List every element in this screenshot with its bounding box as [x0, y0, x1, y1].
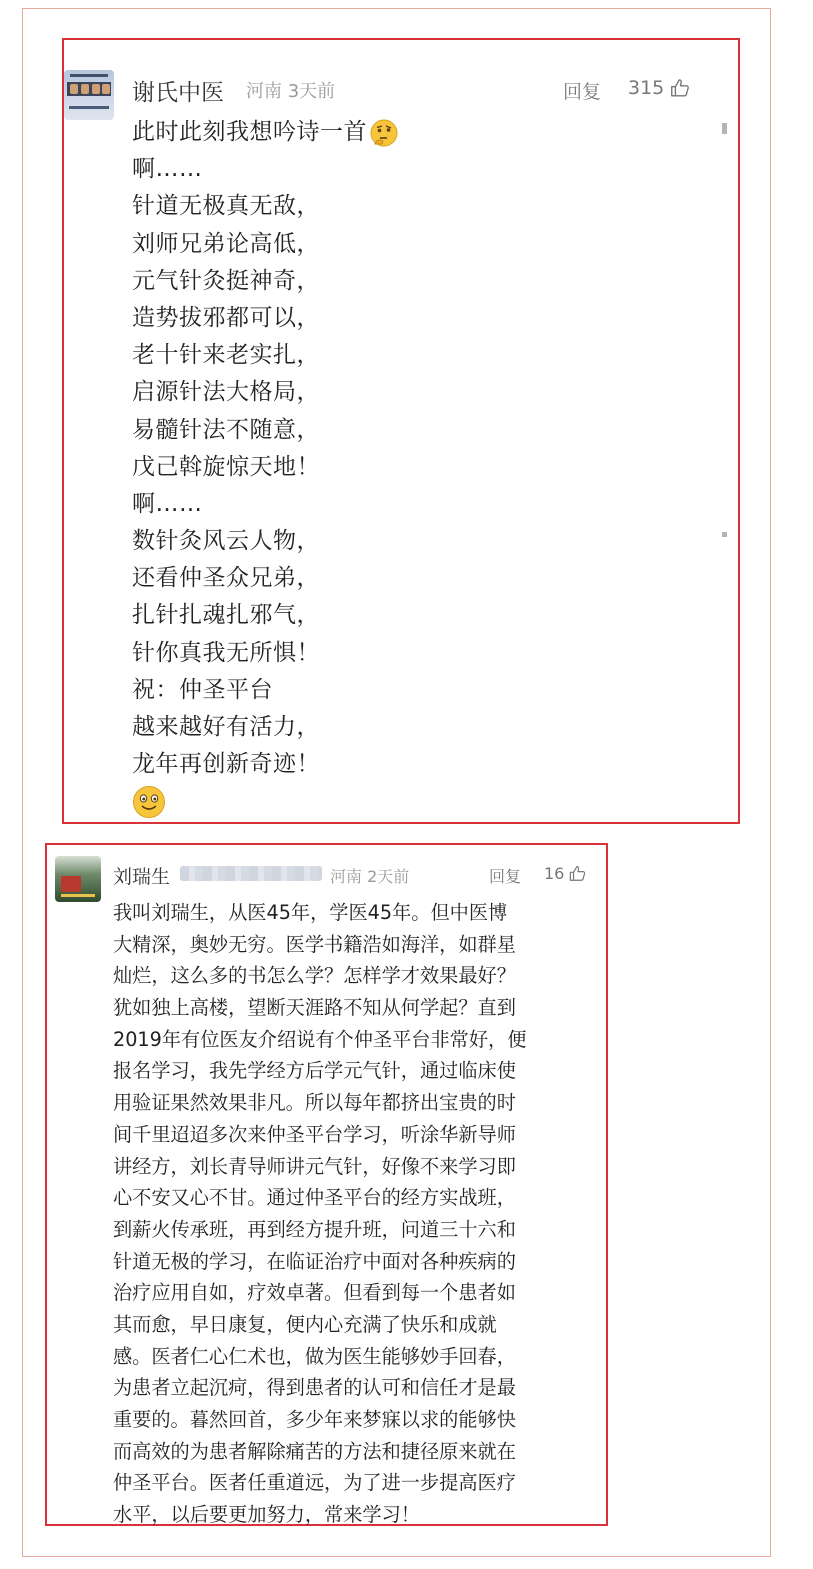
- comment-time: 2天前: [367, 867, 410, 886]
- comment-line: 而高效的为患者解除痛苦的方法和捷径原来就在: [113, 1439, 516, 1463]
- avatar[interactable]: [55, 856, 101, 902]
- comment-line: 讲经方，刘长青导师讲元气针，好像不来学习即: [113, 1154, 516, 1178]
- comment-line: 还看仲圣众兄弟，: [132, 565, 320, 592]
- smiling-face-icon: [132, 785, 166, 819]
- comment-body: [113, 897, 593, 1531]
- comment-line: 刘师兄弟论高低，: [132, 230, 320, 257]
- like-count: 16: [544, 864, 565, 883]
- blurred-user-info: [180, 866, 322, 881]
- comment-line: 2019年有位医友介绍说有个仲圣平台非常好，便: [113, 1027, 527, 1051]
- comment-line: 灿烂，这么多的书怎么学？怎样学才效果最好？: [113, 964, 516, 988]
- comment-line: 大精深，奥妙无穷。医学书籍浩如海洋，如群星: [113, 932, 516, 956]
- comment-line: 心不安又心不甘。通过仲圣平台的经方实战班，: [113, 1186, 516, 1210]
- comment-line: 祝：仲圣平台: [132, 676, 273, 703]
- scroll-indicator: [722, 532, 727, 537]
- like-count: 315: [628, 77, 665, 99]
- comment-line: 戊己斡旋惊天地！: [132, 453, 320, 480]
- thinking-face-icon: [369, 118, 399, 148]
- comment-meta: [330, 864, 409, 887]
- comment-line: 用验证果然效果非凡。所以每年都挤出宝贵的时: [113, 1091, 516, 1115]
- scroll-indicator: [722, 123, 727, 134]
- thumbs-up-icon[interactable]: [669, 77, 691, 99]
- comment-line: 易髓针法不随意，: [132, 416, 320, 443]
- comment-line: 感。医者仁心仁术也，做为医生能够妙手回春，: [113, 1344, 516, 1368]
- comment-line: 老十针来老实扎，: [132, 342, 320, 369]
- comment-line: 重要的。暮然回首，多少年来梦寐以求的能够快: [113, 1408, 516, 1431]
- comment-body: [132, 114, 692, 821]
- comment-line: 犹如独上高楼，望断天涯路不知从何学起？直到: [113, 996, 516, 1020]
- comment-line: 仲圣平台。医者任重道远，为了进一步提高医疗: [113, 1471, 516, 1495]
- reply-button[interactable]: 回复: [563, 81, 602, 103]
- comment-line: 到薪火传承班，再到经方提升班，问道三十六和: [113, 1217, 516, 1241]
- thumbs-up-icon[interactable]: [568, 864, 587, 883]
- comment-line: [132, 783, 692, 820]
- comment-username[interactable]: 谢氏中医: [132, 80, 224, 106]
- comment-line: 为患者立起沉疴，得到患者的认可和信任才是最: [113, 1376, 516, 1400]
- comment-line: 治疗应用自如，疗效卓著。但看到每一个患者如: [113, 1281, 516, 1305]
- comment-line: 针道无极真无敌，: [132, 193, 320, 220]
- comment-line: 啊……: [132, 156, 203, 183]
- comment-line: 扎针扎魂扎邪气，: [132, 602, 320, 629]
- comment-line: 其而愈，早日康复，便内心充满了快乐和成就: [113, 1312, 497, 1336]
- comment-meta: [246, 77, 335, 103]
- comment-line: 针道无极的学习，在临证治疗中面对各种疾病的: [113, 1249, 516, 1273]
- comment-location: 河南: [330, 867, 363, 886]
- comment-line: 啊……: [132, 490, 203, 517]
- comment-line: 元气针灸挺神奇，: [132, 267, 320, 294]
- comment-line: 水平，以后要更加努力，常来学习！: [113, 1503, 420, 1527]
- comment-time: 3天前: [287, 81, 336, 102]
- avatar[interactable]: [64, 70, 114, 120]
- comment-line: 此时此刻我想吟诗一首: [132, 114, 692, 151]
- comment-line: 间千里迢迢多次来仲圣平台学习，听涂华新导师: [113, 1122, 516, 1146]
- comment-line: 龙年再创新奇迹！: [132, 751, 320, 778]
- comment-line: 报名学习，我先学经方后学元气针，通过临床使: [113, 1059, 516, 1083]
- comment-location: 河南: [246, 81, 282, 102]
- comment-line: 造势拔邪都可以，: [132, 304, 320, 331]
- comment-line: 数针灸风云人物，: [132, 528, 320, 555]
- comment-line: 针你真我无所惧！: [132, 639, 320, 666]
- comment-line: 我叫刘瑞生，从医45年，学医45年。但中医博: [113, 901, 508, 924]
- reply-button[interactable]: 回复: [489, 867, 522, 886]
- comment-line: 越来越好有活力，: [132, 714, 320, 740]
- comment-username[interactable]: 刘瑞生: [113, 866, 171, 888]
- comment-line: 启源针法大格局，: [132, 379, 320, 406]
